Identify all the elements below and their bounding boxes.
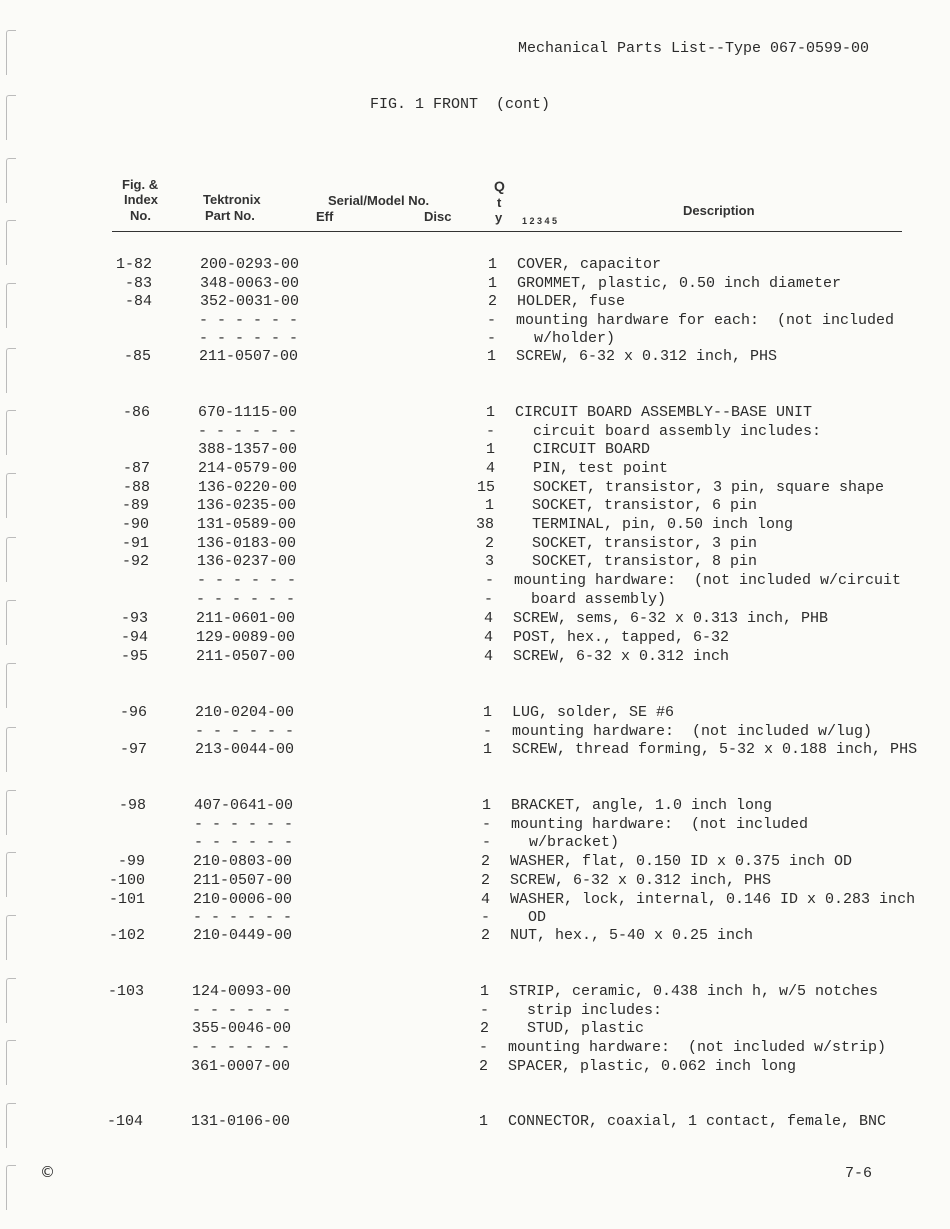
part-number: - - - - - - — [199, 330, 299, 347]
description: SPACER, plastic, 0.062 inch long — [508, 1058, 797, 1075]
description: POST, hex., tapped, 6-32 — [513, 629, 730, 646]
description: SCREW, 6-32 x 0.312 inch, PHS — [516, 348, 778, 365]
description: GROMMET, plastic, 0.50 inch diameter — [517, 275, 842, 292]
part-number: 352-0031-00 — [200, 293, 300, 310]
description: TERMINAL, pin, 0.50 inch long — [514, 516, 794, 533]
quantity: 1 — [479, 983, 489, 1000]
quantity: 1 — [481, 797, 491, 814]
quantity: - — [483, 591, 493, 608]
part-number: 211-0601-00 — [196, 610, 296, 627]
part-number: 131-0106-00 — [191, 1113, 291, 1130]
header-tek-line2: Part No. — [205, 208, 255, 223]
header-fig-line3: No. — [130, 208, 151, 223]
description: mounting hardware: (not included w/strip) — [508, 1039, 887, 1056]
part-number: - - - - - - — [196, 591, 296, 608]
fig-index: -103 — [107, 983, 144, 1000]
quantity: 2 — [479, 1020, 489, 1037]
part-number: 213-0044-00 — [195, 741, 295, 758]
fig-index: -96 — [119, 704, 147, 721]
quantity: 15 — [476, 479, 495, 496]
description: mounting hardware for each: (not included — [516, 312, 895, 329]
quantity: 2 — [480, 872, 490, 889]
header-fig-line1: Fig. & — [122, 177, 159, 192]
description: SCREW, thread forming, 5-32 x 0.188 inch, PHS — [512, 741, 918, 758]
description: BRACKET, angle, 1.0 inch long — [511, 797, 773, 814]
fig-index: -100 — [108, 872, 145, 889]
quantity: 4 — [483, 610, 493, 627]
part-number: - - - - - - — [195, 723, 295, 740]
description: HOLDER, fuse — [517, 293, 626, 310]
copyright-symbol: © — [40, 1163, 55, 1181]
quantity: 1 — [482, 741, 492, 758]
part-number: 210-0006-00 — [193, 891, 293, 908]
quantity: 1 — [487, 275, 497, 292]
fig-index: -91 — [121, 535, 149, 552]
part-number: 210-0449-00 — [193, 927, 293, 944]
quantity: 2 — [484, 535, 494, 552]
part-number: - - - - - - — [194, 834, 294, 851]
quantity: 1 — [482, 704, 492, 721]
description: mounting hardware: (not included w/lug) — [512, 723, 873, 740]
quantity: 2 — [478, 1058, 488, 1075]
part-number: 136-0183-00 — [197, 535, 297, 552]
header-qty-q: Q — [494, 178, 505, 194]
header-qty-t: t — [497, 195, 502, 210]
description: STUD, plastic — [509, 1020, 645, 1037]
header-eff: Eff — [316, 209, 334, 224]
description: OD — [510, 909, 547, 926]
part-number: 211-0507-00 — [196, 648, 296, 665]
part-number: 129-0089-00 — [196, 629, 296, 646]
part-number: - - - - - - — [193, 909, 293, 926]
description: PIN, test point — [515, 460, 669, 477]
header-disc: Disc — [424, 209, 452, 224]
fig-index: 1-82 — [115, 256, 152, 273]
description: board assembly) — [513, 591, 667, 608]
part-number: 214-0579-00 — [198, 460, 298, 477]
quantity: 1 — [485, 404, 495, 421]
fig-index: -99 — [117, 853, 145, 870]
part-number: - - - - - - — [197, 572, 297, 589]
part-number: 136-0237-00 — [197, 553, 297, 570]
fig-index: -102 — [108, 927, 145, 944]
description: w/bracket) — [511, 834, 620, 851]
description: SOCKET, transistor, 3 pin — [514, 535, 758, 552]
quantity: 2 — [480, 927, 490, 944]
quantity: - — [486, 330, 496, 347]
quantity: - — [481, 816, 491, 833]
description: NUT, hex., 5-40 x 0.25 inch — [510, 927, 754, 944]
description: STRIP, ceramic, 0.438 inch h, w/5 notches — [509, 983, 879, 1000]
fig-index: -86 — [122, 404, 150, 421]
description: CIRCUIT BOARD — [515, 441, 651, 458]
quantity: - — [485, 423, 495, 440]
fig-index: -90 — [121, 516, 149, 533]
part-number: 407-0641-00 — [194, 797, 294, 814]
quantity: - — [484, 572, 494, 589]
header-serial: Serial/Model No. — [328, 193, 430, 208]
header-description: Description — [683, 203, 755, 218]
description: SOCKET, transistor, 3 pin, square shape — [515, 479, 885, 496]
part-number: 124-0093-00 — [192, 983, 292, 1000]
description: SOCKET, transistor, 6 pin — [514, 497, 758, 514]
figure-title: FIG. 1 FRONT (cont) — [370, 96, 551, 113]
quantity: 1 — [486, 348, 496, 365]
quantity: - — [478, 1039, 488, 1056]
fig-index: -88 — [122, 479, 150, 496]
part-number: - - - - - - — [192, 1002, 292, 1019]
part-number: 210-0803-00 — [193, 853, 293, 870]
quantity: 1 — [484, 497, 494, 514]
header-fig-line2: Index — [124, 192, 158, 207]
fig-index: -97 — [119, 741, 147, 758]
part-number: - - - - - - — [199, 312, 299, 329]
quantity: - — [486, 312, 496, 329]
quantity: 1 — [478, 1113, 488, 1130]
description: mounting hardware: (not included w/circuit — [514, 572, 902, 589]
quantity: 4 — [483, 629, 493, 646]
quantity: - — [482, 723, 492, 740]
part-number: 355-0046-00 — [192, 1020, 292, 1037]
quantity: 2 — [487, 293, 497, 310]
fig-index: -92 — [121, 553, 149, 570]
quantity: 4 — [485, 460, 495, 477]
description: SOCKET, transistor, 8 pin — [514, 553, 758, 570]
part-number: - - - - - - — [194, 816, 294, 833]
fig-index: -94 — [120, 629, 148, 646]
quantity: - — [479, 1002, 489, 1019]
part-number: 348-0063-00 — [200, 275, 300, 292]
part-number: 136-0220-00 — [198, 479, 298, 496]
fig-index: -89 — [121, 497, 149, 514]
description: strip includes: — [509, 1002, 663, 1019]
description: CONNECTOR, coaxial, 1 contact, female, BNC — [508, 1113, 887, 1130]
quantity: 3 — [484, 553, 494, 570]
quantity: 1 — [487, 256, 497, 273]
part-number: 211-0507-00 — [193, 872, 293, 889]
quantity: - — [481, 834, 491, 851]
quantity: 2 — [480, 853, 490, 870]
description: CIRCUIT BOARD ASSEMBLY--BASE UNIT — [515, 404, 813, 421]
description: mounting hardware: (not included — [511, 816, 809, 833]
description: w/holder) — [516, 330, 616, 347]
page-number: 7-6 — [845, 1165, 873, 1182]
part-number: 211-0507-00 — [199, 348, 299, 365]
part-number: 361-0007-00 — [191, 1058, 291, 1075]
header-indent-levels: 1 2 3 4 5 — [522, 216, 558, 226]
part-number: 210-0204-00 — [195, 704, 295, 721]
part-number: 670-1115-00 — [198, 404, 298, 421]
quantity: 4 — [483, 648, 493, 665]
description: COVER, capacitor — [517, 256, 662, 273]
part-number: - - - - - - — [191, 1039, 291, 1056]
fig-index: -104 — [106, 1113, 143, 1130]
fig-index: -83 — [124, 275, 152, 292]
part-number: - - - - - - — [198, 423, 298, 440]
description: SCREW, 6-32 x 0.312 inch — [513, 648, 730, 665]
description: SCREW, 6-32 x 0.312 inch, PHS — [510, 872, 772, 889]
description: WASHER, lock, internal, 0.146 ID x 0.283 inch — [510, 891, 916, 908]
part-number: 200-0293-00 — [200, 256, 300, 273]
fig-index: -95 — [120, 648, 148, 665]
part-number: 388-1357-00 — [198, 441, 298, 458]
fig-index: -84 — [124, 293, 152, 310]
quantity: 1 — [485, 441, 495, 458]
fig-index: -85 — [123, 348, 151, 365]
description: SCREW, sems, 6-32 x 0.313 inch, PHB — [513, 610, 829, 627]
header-tek-line1: Tektronix — [203, 192, 261, 207]
header-rule — [112, 231, 902, 232]
fig-index: -93 — [120, 610, 148, 627]
quantity: 38 — [475, 516, 494, 533]
description: circuit board assembly includes: — [515, 423, 822, 440]
description: LUG, solder, SE #6 — [512, 704, 675, 721]
fig-index: -87 — [122, 460, 150, 477]
fig-index: -101 — [108, 891, 145, 908]
description: WASHER, flat, 0.150 ID x 0.375 inch OD — [510, 853, 853, 870]
header-qty-y: y — [495, 210, 503, 225]
quantity: 4 — [480, 891, 490, 908]
quantity: - — [480, 909, 490, 926]
page-title: Mechanical Parts List--Type 067-0599-00 — [518, 40, 870, 57]
part-number: 131-0589-00 — [197, 516, 297, 533]
part-number: 136-0235-00 — [197, 497, 297, 514]
fig-index: -98 — [118, 797, 146, 814]
